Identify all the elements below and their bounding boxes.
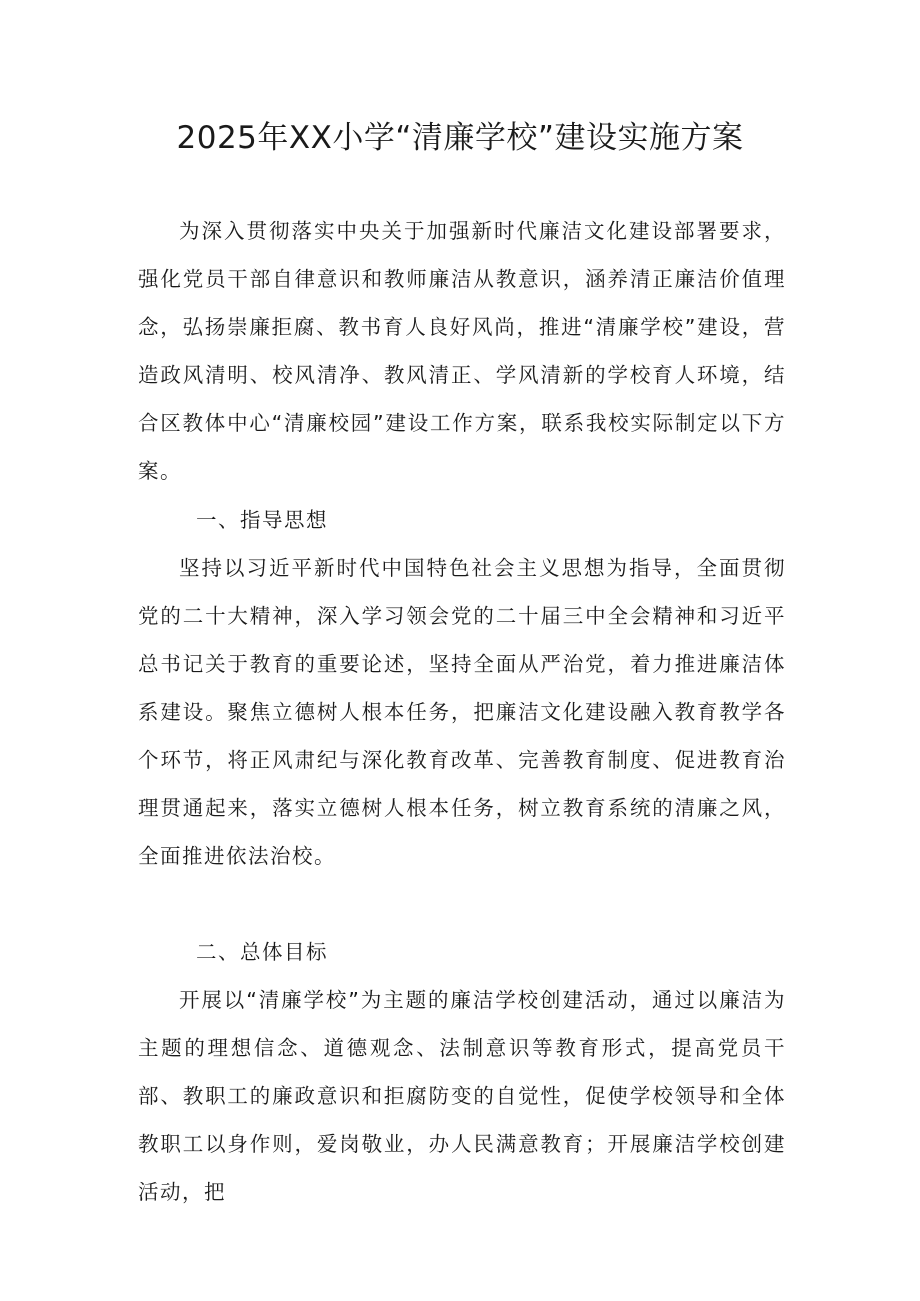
section-body-overall-goals: 开展以“清廉学校”为主题的廉洁学校创建活动，通过以廉洁为主题的理想信念、道德观念、法制意识等教育形式，提高党员干部、教职工的廉政意识和拒腐防变的自觉性，促使学校领导和全体教职工以身作则，爱岗敬业，办人民满意教育；开展廉洁学校创建活动，把 [138, 988, 786, 1204]
document-title: 2025年XX小学“清廉学校”建设实施方案 [176, 120, 744, 156]
intro-paragraph: 为深入贯彻落实中央关于加强新时代廉洁文化建设部署要求，强化党员干部自律意识和教师廉洁从教意识，涵养清正廉洁价值理念，弘扬崇廉拒腐、教书育人良好风尚，推进“清廉学校”建设，营造政风清明、校风清净、教风清正、学风清新的学校育人环境，结合区教体中心“清廉校园”建设工作方案，联系我校实际制定以下方案。 [138, 219, 786, 483]
section-body-guiding-ideology: 坚持以习近平新时代中国特色社会主义思想为指导，全面贯彻党的二十大精神，深入学习领会党的二十届三中全会精神和习近平总书记关于教育的重要论述，坚持全面从严治党，着力推进廉洁体系建设。聚焦立德树人根本任务，把廉洁文化建设融入教育教学各个环节，将正风肃纪与深化教育改革、完善教育制度、促进教育治理贯通起来，落实立德树人根本任务，树立教育系统的清廉之风，全面推进依法治校。 [138, 556, 786, 868]
section-heading-overall-goals: 二、总体目标 [196, 940, 328, 964]
section-heading-guiding-ideology: 一、指导思想 [196, 508, 328, 532]
